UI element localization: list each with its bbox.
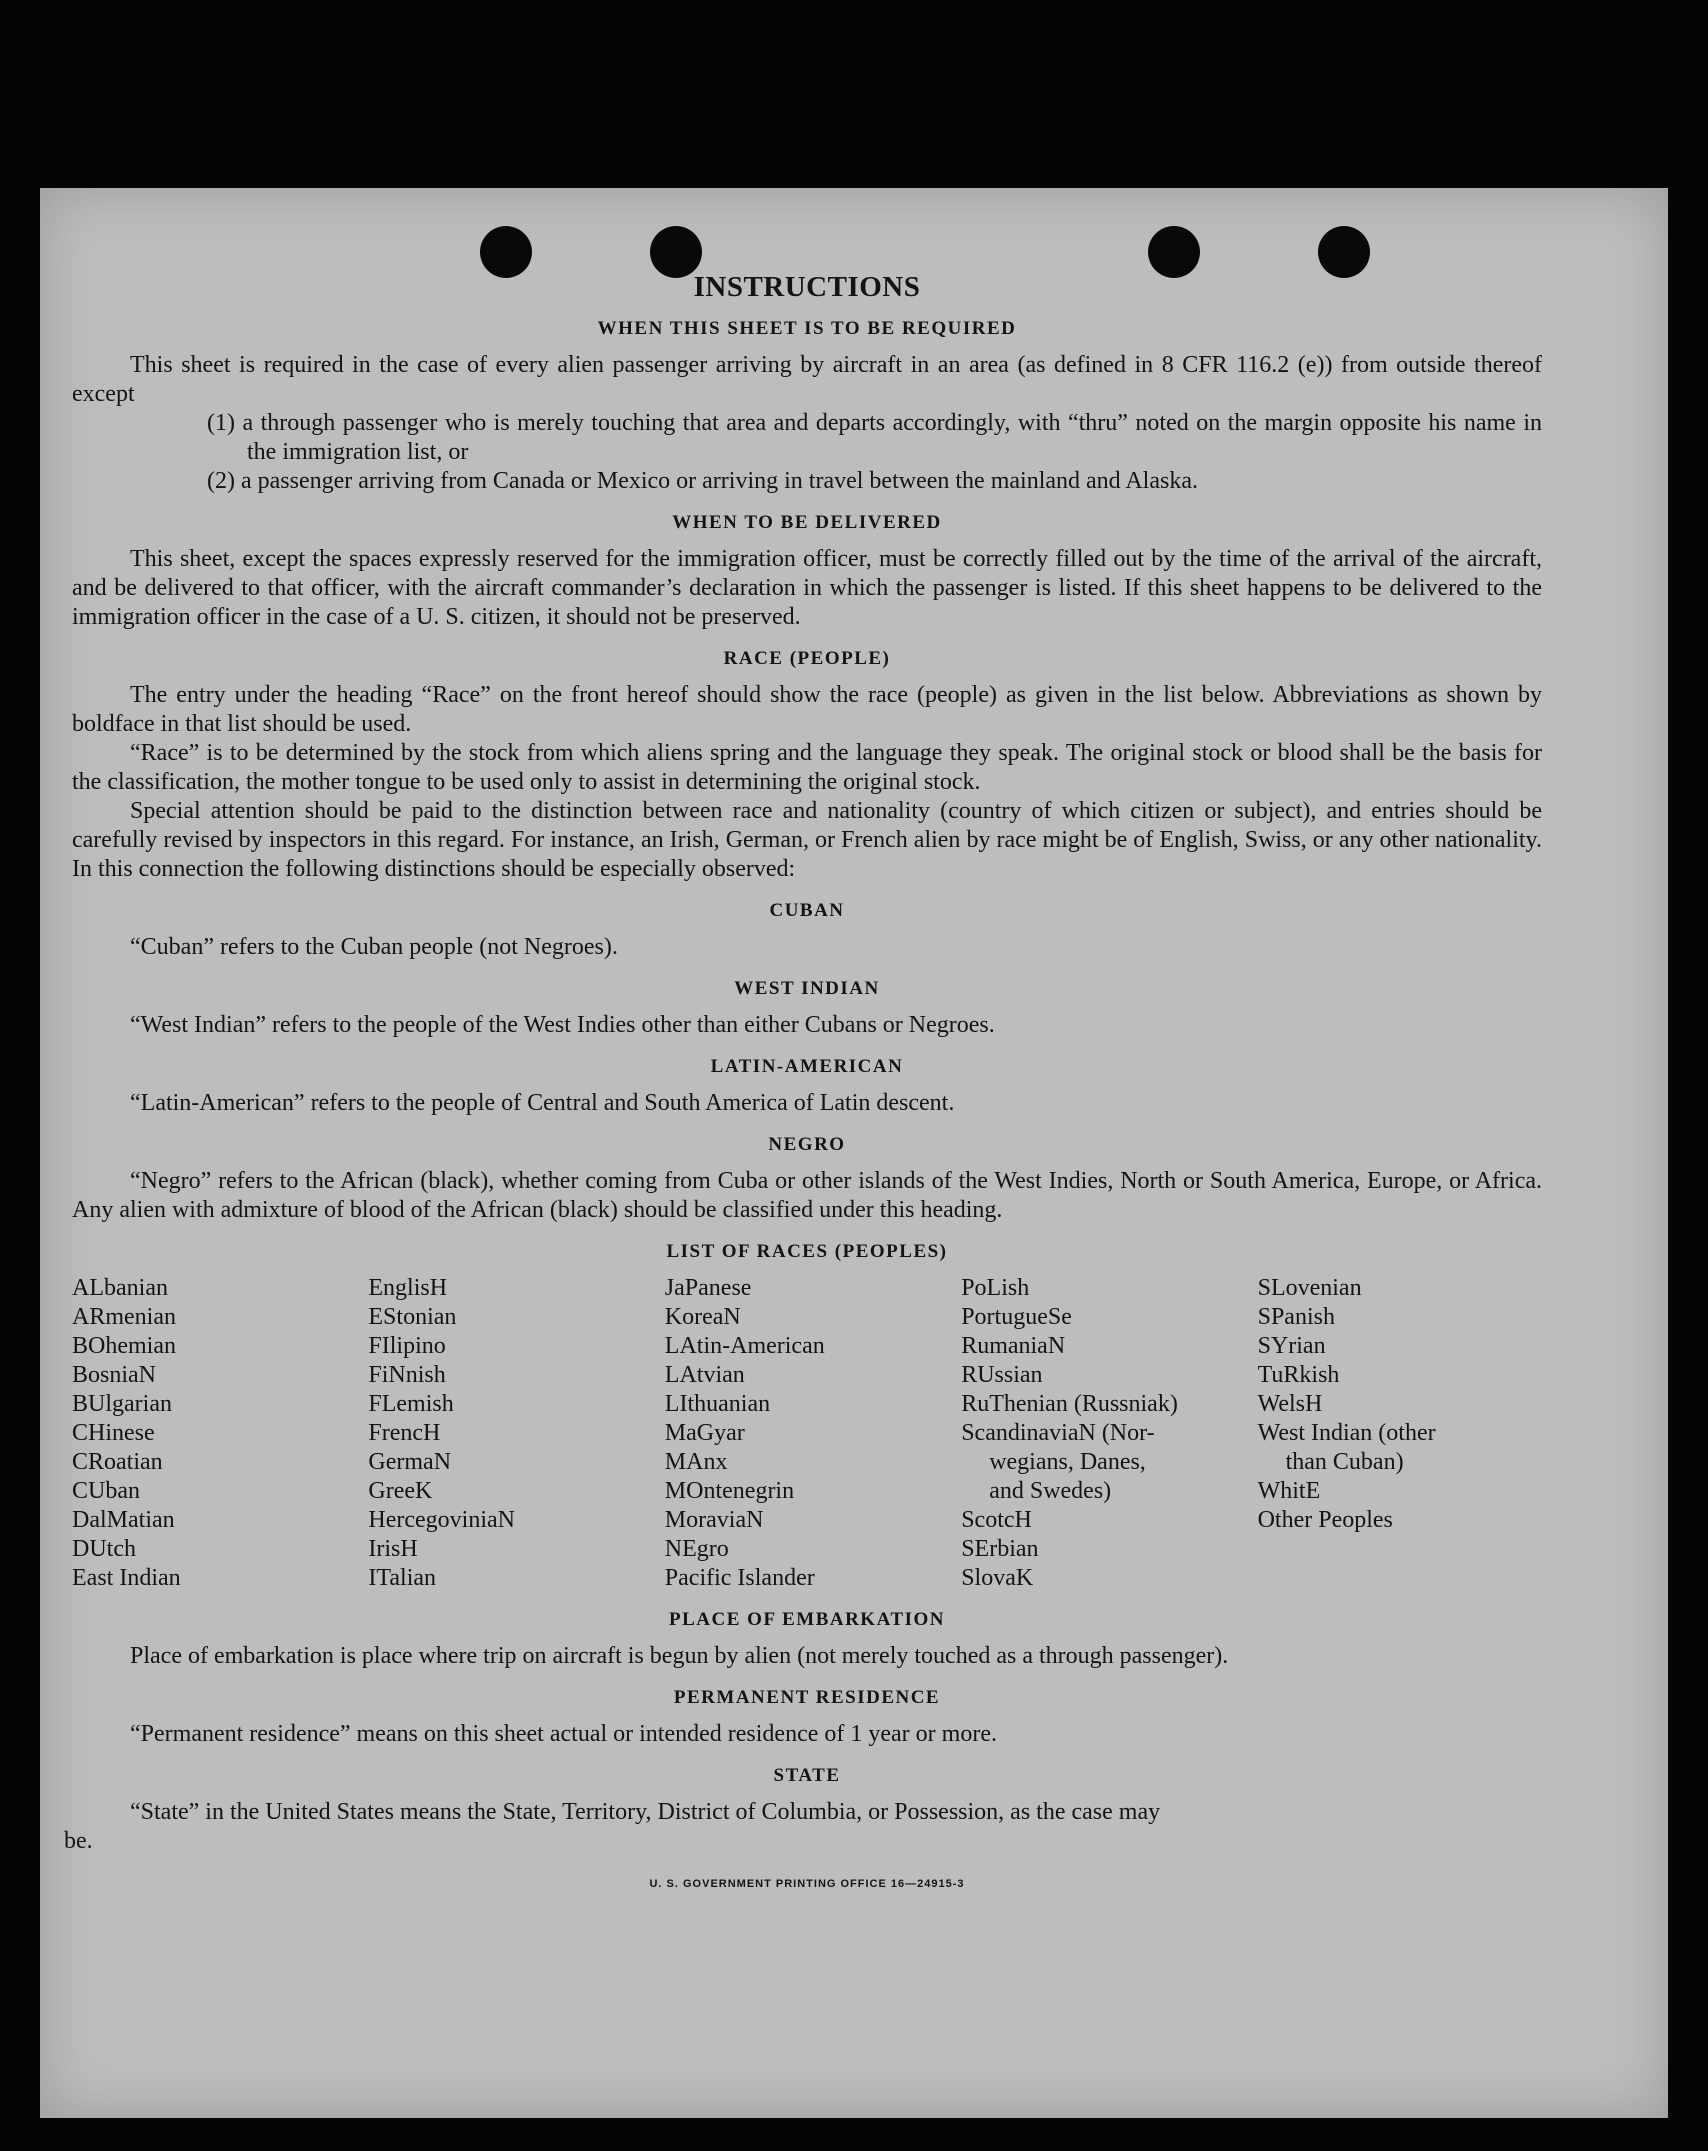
race-item: LIthuanian	[664, 1391, 771, 1417]
race-item: EStonian	[368, 1304, 457, 1330]
race-item: PoLish	[961, 1275, 1030, 1301]
west-indian-text: “West Indian” refers to the people of the West Indies other than either Cubans or Negroes.	[130, 1012, 995, 1038]
race-item: ALbanian	[72, 1275, 168, 1301]
when-required-intro: This sheet is required in the case of every alien passenger arriving by aircraft in an area (as defined in 8 CFR 116.2 (e)) from outside thereof except	[72, 352, 1542, 407]
exception-item-2: (2) a passenger arriving from Canada or Mexico or arriving in travel between the mainland and Alaska.	[207, 468, 1198, 494]
races-column-3	[665, 1274, 949, 1593]
exception-item-1: (1) a through passenger who is merely touching that area and departs accordingly, with “thru” noted on the margin opposite his name in the immigration list, or	[207, 410, 1542, 465]
race-item: Pacific Islander	[664, 1565, 815, 1591]
race-item: ARmenian	[72, 1304, 176, 1330]
race-item: FLemish	[368, 1391, 454, 1417]
negro-text: “Negro” refers to the African (black), whether coming from Cuba or other islands of the West Indies, North or South America, Europe, or Africa. Any alien with admixture of blood of the African (black) should be classified under this heading.	[72, 1168, 1542, 1223]
heading-west-indian: WEST INDIAN	[734, 978, 880, 999]
race-item: WhitE	[1257, 1478, 1321, 1504]
race-item: FrencH	[368, 1420, 441, 1446]
race-item: BUlgarian	[72, 1391, 172, 1417]
heading-permanent-residence: PERMANENT RESIDENCE	[673, 1687, 941, 1708]
punch-hole	[480, 226, 532, 278]
race-item: MaGyar	[664, 1420, 745, 1446]
race-paragraph-2: “Race” is to be determined by the stock from which aliens spring and the language they speak. The original stock or blood shall be the basis for the classification, the mother tongue to be used only to assist in determining the original stock.	[72, 740, 1542, 795]
race-item: East Indian	[72, 1565, 181, 1591]
when-delivered-text: This sheet, except the spaces expressly reserved for the immigration officer, must be correctly filled out by the time of the arrival of the aircraft, and be delivered to that officer, with the aircraft commander’s declaration in which the passenger is listed. If this sheet happens to be delivered to the immigration officer in the case of a U. S. citizen, it should not be preserved.	[72, 546, 1542, 630]
race-item: SYrian	[1257, 1333, 1326, 1359]
race-item: DUtch	[72, 1536, 136, 1562]
race-item: RUssian	[961, 1362, 1043, 1388]
race-item: SlovaK	[961, 1565, 1034, 1591]
race-item: RuThenian (Russniak)	[961, 1391, 1178, 1417]
race-item: IrisH	[368, 1536, 418, 1562]
race-item: FIlipino	[368, 1333, 446, 1359]
race-item: JaPanese	[664, 1275, 752, 1301]
race-item: ScandinaviaN (Nor-	[961, 1420, 1155, 1446]
latin-american-text: “Latin-American” refers to the people of Central and South America of Latin descent.	[130, 1090, 955, 1116]
race-item-continued: than Cuban)	[1285, 1449, 1404, 1475]
races-column-4	[961, 1274, 1245, 1593]
race-item: NEgro	[664, 1536, 729, 1562]
heading-state: STATE	[773, 1765, 841, 1786]
cuban-text: “Cuban” refers to the Cuban people (not Negroes).	[130, 934, 618, 960]
race-item: DalMatian	[72, 1507, 175, 1533]
race-item: SLovenian	[1257, 1275, 1362, 1301]
race-item: PortugueSe	[961, 1304, 1072, 1330]
race-item: CRoatian	[72, 1449, 163, 1475]
heading-embarkation: PLACE OF EMBARKATION	[669, 1609, 945, 1630]
heading-when-required: WHEN THIS SHEET IS TO BE REQUIRED	[597, 318, 1017, 339]
races-list	[72, 1274, 1542, 1593]
race-item: KoreaN	[664, 1304, 741, 1330]
race-item: HercegoviniaN	[368, 1507, 515, 1533]
page-title: INSTRUCTIONS	[693, 271, 921, 303]
race-item: Other Peoples	[1257, 1507, 1393, 1533]
race-paragraph-1: The entry under the heading “Race” on the front hereof should show the race (people) as given in the list below. Abbreviations as shown by boldface in that list should be used.	[72, 682, 1542, 737]
state-text-end: be.	[64, 1828, 93, 1854]
race-item: MOntenegrin	[664, 1478, 795, 1504]
race-item: ScotcH	[961, 1507, 1032, 1533]
race-item: LAtin-American	[664, 1333, 825, 1359]
embarkation-text: Place of embarkation is place where trip on aircraft is begun by alien (not merely touched as a through passenger).	[130, 1643, 1229, 1669]
race-item-continued: wegians, Danes,	[989, 1449, 1146, 1475]
races-column-1	[72, 1274, 356, 1593]
state-text: “State” in the United States means the State, Territory, District of Columbia, or Possession, as the case may	[130, 1799, 1161, 1825]
race-item: LAtvian	[664, 1362, 745, 1388]
heading-when-delivered: WHEN TO BE DELIVERED	[672, 512, 942, 533]
punch-hole	[1318, 226, 1370, 278]
race-item: ITalian	[368, 1565, 437, 1591]
race-item: CUban	[72, 1478, 140, 1504]
printer-imprint: U. S. GOVERNMENT PRINTING OFFICE 16—24915-3	[649, 1878, 965, 1890]
race-item: GermaN	[368, 1449, 452, 1475]
race-item: CHinese	[72, 1420, 155, 1446]
heading-race: RACE (PEOPLE)	[723, 648, 891, 669]
race-item: SPanish	[1257, 1304, 1335, 1330]
races-column-5	[1258, 1274, 1542, 1593]
race-item: RumaniaN	[961, 1333, 1066, 1359]
race-item: TuRkish	[1257, 1362, 1340, 1388]
races-column-2	[368, 1274, 652, 1593]
heading-list-of-races: LIST OF RACES (PEOPLES)	[666, 1241, 948, 1262]
document-content	[64, 271, 1542, 1899]
heading-latin-american: LATIN-AMERICAN	[710, 1056, 904, 1077]
heading-negro: NEGRO	[768, 1134, 846, 1155]
residence-text: “Permanent residence” means on this sheet actual or intended residence of 1 year or more.	[130, 1721, 997, 1747]
race-item: EnglisH	[368, 1275, 448, 1301]
race-item: West Indian (other	[1257, 1420, 1436, 1446]
punch-hole	[1148, 226, 1200, 278]
race-item: FiNnish	[368, 1362, 446, 1388]
race-item: MAnx	[664, 1449, 728, 1475]
race-item: BosniaN	[72, 1362, 156, 1388]
document-page	[40, 188, 1668, 2118]
race-item: BOhemian	[72, 1333, 176, 1359]
race-item: SErbian	[961, 1536, 1039, 1562]
race-item-continued: and Swedes)	[989, 1478, 1112, 1504]
race-item: WelsH	[1257, 1391, 1323, 1417]
race-paragraph-3: Special attention should be paid to the distinction between race and nationality (country of which citizen or subject), and entries should be carefully revised by inspectors in this regard. For instance, an Irish, German, or French alien by race might be of English, Swiss, or any other nationality. In this connection the following distinctions should be especially observed:	[72, 798, 1542, 882]
race-item: GreeK	[368, 1478, 433, 1504]
race-item: MoraviaN	[664, 1507, 764, 1533]
heading-cuban: CUBAN	[769, 900, 845, 921]
